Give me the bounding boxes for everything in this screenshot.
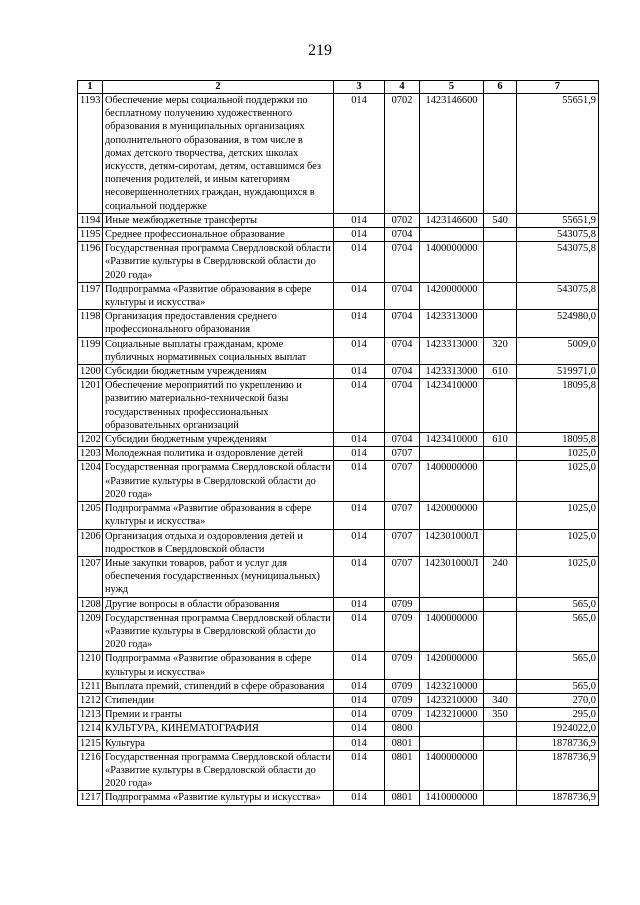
target-code: 1423210000 xyxy=(420,679,484,693)
header-col-3: 3 xyxy=(334,81,385,94)
ministry-code: 014 xyxy=(334,529,385,556)
ministry-code: 014 xyxy=(334,679,385,693)
table-row xyxy=(78,556,599,597)
ministry-code: 014 xyxy=(334,502,385,529)
expense-type-code xyxy=(484,750,517,791)
row-name: Организация отдыха и оздоровления детей и подростков в Свердловской области xyxy=(103,529,334,556)
row-name: Другие вопросы в области образования xyxy=(103,597,334,611)
row-number: 1215 xyxy=(78,736,103,750)
row-name: Субсидии бюджетным учреждениям xyxy=(103,433,334,447)
expense-type-code xyxy=(484,597,517,611)
amount: 1878736,9 xyxy=(517,736,599,750)
table-row xyxy=(78,693,599,707)
ministry-code: 014 xyxy=(334,652,385,679)
row-name: Подпрограмма «Развитие образования в сфере культуры и искусства» xyxy=(103,282,334,309)
amount: 1025,0 xyxy=(517,461,599,502)
row-name: Культура xyxy=(103,736,334,750)
expense-type-code xyxy=(484,242,517,283)
row-name: Подпрограмма «Развитие культуры и искусства» xyxy=(103,791,334,805)
section-code: 0709 xyxy=(385,679,420,693)
table-header xyxy=(78,81,599,94)
expense-type-code xyxy=(484,502,517,529)
ministry-code: 014 xyxy=(334,365,385,379)
amount: 524980,0 xyxy=(517,310,599,337)
target-code: 1423313000 xyxy=(420,365,484,379)
expense-type-code xyxy=(484,791,517,805)
header-col-2: 2 xyxy=(103,81,334,94)
row-name: Организация предоставления среднего профессионального образования xyxy=(103,310,334,337)
row-name: Стипендии xyxy=(103,693,334,707)
amount: 1025,0 xyxy=(517,502,599,529)
section-code: 0707 xyxy=(385,447,420,461)
amount: 1025,0 xyxy=(517,447,599,461)
row-name: Социальные выплаты гражданам, кроме публичных нормативных социальных выплат xyxy=(103,337,334,364)
amount: 5009,0 xyxy=(517,337,599,364)
expense-type-code xyxy=(484,447,517,461)
expense-type-code xyxy=(484,722,517,736)
row-number: 1201 xyxy=(78,379,103,433)
header-col-6: 6 xyxy=(484,81,517,94)
row-name: Обеспечение меры социальной поддержки по бесплатному получению художественного образования в муниципальных организациях дополнительного образования, в том числе в домах детского творчества, детских школах искусств, детям-сиротам, детям, оставшимся без попечения родителей, и иным категориям несовершеннолетних граждан, нуждающихся в социальной поддержке xyxy=(103,94,334,214)
ministry-code: 014 xyxy=(334,611,385,652)
target-code: 1410000000 xyxy=(420,791,484,805)
table-row xyxy=(78,365,599,379)
target-code: 1423313000 xyxy=(420,310,484,337)
row-name: Иные межбюджетные трансферты xyxy=(103,213,334,227)
row-name: Подпрограмма «Развитие образования в сфере культуры и искусства» xyxy=(103,502,334,529)
row-name: Выплата премий, стипендий в сфере образования xyxy=(103,679,334,693)
expense-type-code: 320 xyxy=(484,337,517,364)
target-code: 1400000000 xyxy=(420,461,484,502)
ministry-code: 014 xyxy=(334,461,385,502)
row-number: 1197 xyxy=(78,282,103,309)
section-code: 0702 xyxy=(385,94,420,214)
expense-type-code: 610 xyxy=(484,365,517,379)
table-row xyxy=(78,310,599,337)
table-row xyxy=(78,337,599,364)
amount: 565,0 xyxy=(517,679,599,693)
table-row xyxy=(78,94,599,214)
target-code: 142301000Л xyxy=(420,529,484,556)
section-code: 0704 xyxy=(385,379,420,433)
amount: 1025,0 xyxy=(517,529,599,556)
target-code xyxy=(420,447,484,461)
section-code: 0801 xyxy=(385,791,420,805)
amount: 565,0 xyxy=(517,611,599,652)
page-number: 219 xyxy=(308,42,332,59)
row-number: 1209 xyxy=(78,611,103,652)
row-number: 1195 xyxy=(78,228,103,242)
target-code xyxy=(420,722,484,736)
target-code xyxy=(420,736,484,750)
expense-type-code xyxy=(484,228,517,242)
table-row xyxy=(78,736,599,750)
amount: 543075,8 xyxy=(517,228,599,242)
row-name: Государственная программа Свердловской области «Развитие культуры в Свердловской области до 2020 года» xyxy=(103,611,334,652)
table-row xyxy=(78,213,599,227)
row-number: 1202 xyxy=(78,433,103,447)
header-col-1: 1 xyxy=(78,81,103,94)
section-code: 0707 xyxy=(385,556,420,597)
ministry-code: 014 xyxy=(334,242,385,283)
row-number: 1211 xyxy=(78,679,103,693)
amount: 519971,0 xyxy=(517,365,599,379)
target-code xyxy=(420,597,484,611)
row-number: 1207 xyxy=(78,556,103,597)
expense-type-code xyxy=(484,310,517,337)
target-code xyxy=(420,228,484,242)
section-code: 0704 xyxy=(385,365,420,379)
row-number: 1194 xyxy=(78,213,103,227)
expense-type-code: 240 xyxy=(484,556,517,597)
row-number: 1203 xyxy=(78,447,103,461)
table-row xyxy=(78,652,599,679)
row-name: Молодежная политика и оздоровление детей xyxy=(103,447,334,461)
row-number: 1200 xyxy=(78,365,103,379)
row-name: Государственная программа Свердловской области «Развитие культуры в Свердловской области до 2020 года» xyxy=(103,461,334,502)
ministry-code: 014 xyxy=(334,693,385,707)
row-name: Среднее профессиональное образование xyxy=(103,228,334,242)
section-code: 0707 xyxy=(385,529,420,556)
amount: 295,0 xyxy=(517,708,599,722)
expense-type-code: 340 xyxy=(484,693,517,707)
table-row xyxy=(78,611,599,652)
table-body xyxy=(78,94,599,806)
expense-type-code xyxy=(484,652,517,679)
expense-type-code: 610 xyxy=(484,433,517,447)
section-code: 0801 xyxy=(385,750,420,791)
ministry-code: 014 xyxy=(334,708,385,722)
row-name: Премии и гранты xyxy=(103,708,334,722)
row-name: Подпрограмма «Развитие образования в сфере культуры и искусства» xyxy=(103,652,334,679)
expense-type-code: 540 xyxy=(484,213,517,227)
row-number: 1212 xyxy=(78,693,103,707)
section-code: 0709 xyxy=(385,708,420,722)
target-code: 1420000000 xyxy=(420,502,484,529)
amount: 55651,9 xyxy=(517,94,599,214)
row-name: КУЛЬТУРА, КИНЕМАТОГРАФИЯ xyxy=(103,722,334,736)
row-number: 1206 xyxy=(78,529,103,556)
row-name: Государственная программа Свердловской области «Развитие культуры в Свердловской области до 2020 года» xyxy=(103,242,334,283)
budget-table xyxy=(77,80,599,806)
row-number: 1199 xyxy=(78,337,103,364)
section-code: 0704 xyxy=(385,242,420,283)
target-code: 1423146600 xyxy=(420,213,484,227)
row-name: Обеспечение мероприятий по укреплению и развитию материально-технической базы государственных профессиональных образовательных организаций xyxy=(103,379,334,433)
expense-type-code xyxy=(484,736,517,750)
header-row xyxy=(78,81,599,94)
ministry-code: 014 xyxy=(334,213,385,227)
amount: 55651,9 xyxy=(517,213,599,227)
ministry-code: 014 xyxy=(334,337,385,364)
table-row xyxy=(78,433,599,447)
ministry-code: 014 xyxy=(334,556,385,597)
ministry-code: 014 xyxy=(334,791,385,805)
expense-type-code xyxy=(484,282,517,309)
section-code: 0704 xyxy=(385,337,420,364)
table-row xyxy=(78,461,599,502)
section-code: 0704 xyxy=(385,310,420,337)
expense-type-code xyxy=(484,461,517,502)
target-code: 1423146600 xyxy=(420,94,484,214)
row-number: 1213 xyxy=(78,708,103,722)
amount: 543075,8 xyxy=(517,242,599,283)
table-row xyxy=(78,228,599,242)
table-row xyxy=(78,722,599,736)
ministry-code: 014 xyxy=(334,736,385,750)
amount: 565,0 xyxy=(517,597,599,611)
row-number: 1198 xyxy=(78,310,103,337)
target-code: 1420000000 xyxy=(420,652,484,679)
target-code: 1400000000 xyxy=(420,611,484,652)
ministry-code: 014 xyxy=(334,282,385,309)
target-code: 1423210000 xyxy=(420,693,484,707)
section-code: 0709 xyxy=(385,693,420,707)
table-row xyxy=(78,502,599,529)
row-number: 1196 xyxy=(78,242,103,283)
amount: 1878736,9 xyxy=(517,750,599,791)
row-number: 1208 xyxy=(78,597,103,611)
row-name: Государственная программа Свердловской области «Развитие культуры в Свердловской области до 2020 года» xyxy=(103,750,334,791)
amount: 565,0 xyxy=(517,652,599,679)
amount: 1924022,0 xyxy=(517,722,599,736)
expense-type-code xyxy=(484,611,517,652)
table-row xyxy=(78,750,599,791)
ministry-code: 014 xyxy=(334,433,385,447)
ministry-code: 014 xyxy=(334,750,385,791)
section-code: 0801 xyxy=(385,736,420,750)
section-code: 0709 xyxy=(385,652,420,679)
ministry-code: 014 xyxy=(334,447,385,461)
table-row xyxy=(78,708,599,722)
header-col-7: 7 xyxy=(517,81,599,94)
section-code: 0709 xyxy=(385,597,420,611)
ministry-code: 014 xyxy=(334,722,385,736)
target-code: 1420000000 xyxy=(420,282,484,309)
target-code: 1423210000 xyxy=(420,708,484,722)
target-code: 142301000Л xyxy=(420,556,484,597)
table-row xyxy=(78,282,599,309)
table-row xyxy=(78,447,599,461)
ministry-code: 014 xyxy=(334,597,385,611)
amount: 270,0 xyxy=(517,693,599,707)
target-code: 1400000000 xyxy=(420,242,484,283)
expense-type-code: 350 xyxy=(484,708,517,722)
table-row xyxy=(78,679,599,693)
section-code: 0800 xyxy=(385,722,420,736)
ministry-code: 014 xyxy=(334,228,385,242)
target-code: 1423410000 xyxy=(420,379,484,433)
section-code: 0704 xyxy=(385,282,420,309)
expense-type-code xyxy=(484,94,517,214)
amount: 1878736,9 xyxy=(517,791,599,805)
section-code: 0704 xyxy=(385,228,420,242)
section-code: 0707 xyxy=(385,502,420,529)
expense-type-code xyxy=(484,529,517,556)
target-code: 1423313000 xyxy=(420,337,484,364)
section-code: 0702 xyxy=(385,213,420,227)
row-number: 1205 xyxy=(78,502,103,529)
table-row xyxy=(78,529,599,556)
ministry-code: 014 xyxy=(334,94,385,214)
row-number: 1210 xyxy=(78,652,103,679)
header-col-5: 5 xyxy=(420,81,484,94)
expense-type-code xyxy=(484,679,517,693)
amount: 1025,0 xyxy=(517,556,599,597)
row-number: 1216 xyxy=(78,750,103,791)
row-number: 1214 xyxy=(78,722,103,736)
row-number: 1193 xyxy=(78,94,103,214)
header-col-4: 4 xyxy=(385,81,420,94)
section-code: 0704 xyxy=(385,433,420,447)
section-code: 0707 xyxy=(385,461,420,502)
amount: 18095,8 xyxy=(517,379,599,433)
expense-type-code xyxy=(484,379,517,433)
table-row xyxy=(78,379,599,433)
amount: 543075,8 xyxy=(517,282,599,309)
table-row xyxy=(78,242,599,283)
section-code: 0709 xyxy=(385,611,420,652)
table-row xyxy=(78,597,599,611)
target-code: 1400000000 xyxy=(420,750,484,791)
row-name: Субсидии бюджетным учреждениям xyxy=(103,365,334,379)
row-name: Иные закупки товаров, работ и услуг для обеспечения государственных (муниципальных) нужд xyxy=(103,556,334,597)
target-code: 1423410000 xyxy=(420,433,484,447)
amount: 18095,8 xyxy=(517,433,599,447)
row-number: 1217 xyxy=(78,791,103,805)
ministry-code: 014 xyxy=(334,379,385,433)
ministry-code: 014 xyxy=(334,310,385,337)
row-number: 1204 xyxy=(78,461,103,502)
table-row xyxy=(78,791,599,805)
